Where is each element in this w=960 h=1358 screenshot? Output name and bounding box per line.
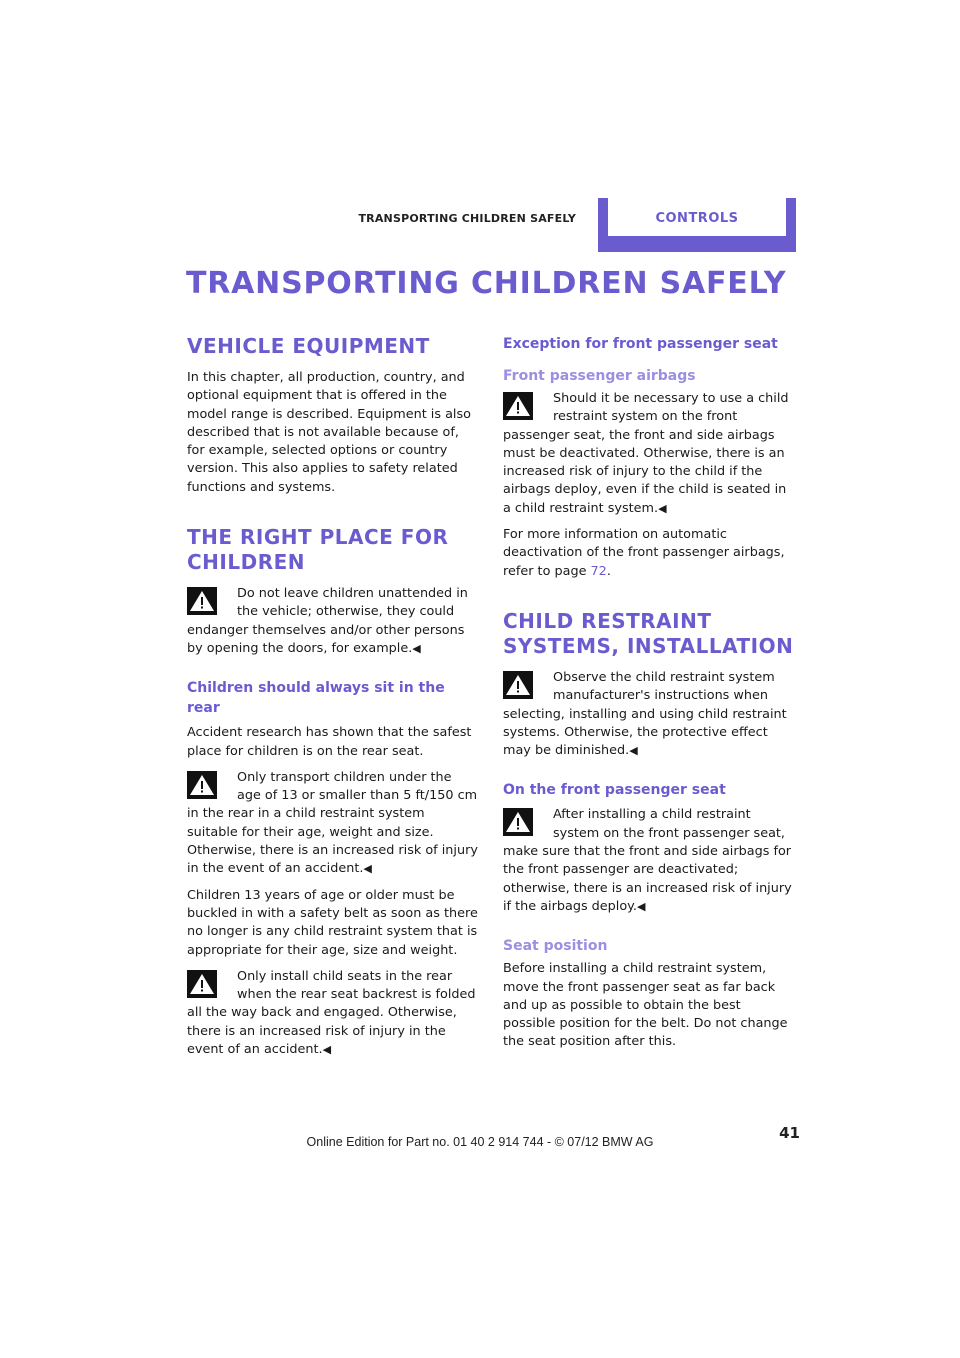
warning-text: Do not leave children unattended in the vehicle; otherwise, they could endanger themselves and/or other persons by opening the doors, for example. <box>187 586 468 656</box>
warning-triangle-icon <box>187 970 217 998</box>
heading-right-place: THE RIGHT PLACE FOR CHILDREN <box>187 525 449 575</box>
warning-triangle-icon <box>503 392 533 420</box>
warning-triangle-icon <box>503 808 533 836</box>
paragraph-vehicle-equipment: In this chapter, all production, country, and optional equipment that is offered in the model range is described. Equipment is also described that is not available because of, for example, selected options or country version. This also applies to safety related functions and systems. <box>187 370 471 495</box>
paragraph-thirteen: Children 13 years of age or older must be buckled in with a safety belt as soon as there no longer is any child restraint system that is appropriate for their age, size and weight. <box>187 887 478 958</box>
warning-text: After installing a child restraint system on the front passenger seat, make sure that the front and side airbags for the front passenger are deactivated; otherwise, there is an increased risk of injury if the airbags deploy. <box>503 807 792 914</box>
warning-text: Only install child seats in the rear when the rear seat backrest is folded all the way back and engaged. Otherwise, there is an increased risk of injury in the event of an accident. <box>187 968 476 1058</box>
right-column <box>503 334 795 1060</box>
running-header: TRANSPORTING CHILDREN SAFELY <box>358 212 576 225</box>
heading-vehicle-equipment: VEHICLE EQUIPMENT <box>187 334 430 358</box>
end-mark: ◀ <box>322 1043 332 1057</box>
warning-backrest <box>187 968 479 1059</box>
footer: Online Edition for Part no. 01 40 2 914 744 - © 07/12 BMW AG <box>306 1135 654 1149</box>
chapter-title: TRANSPORTING CHILDREN SAFELY <box>186 266 787 301</box>
warning-after-install <box>503 806 795 916</box>
warning-text: Observe the child restraint system manufacturer's instructions when selecting, installing and using child restraint systems. Otherwise, the protective effect may be diminished. <box>503 669 787 759</box>
warning-triangle-icon <box>503 671 533 699</box>
end-mark: ◀ <box>412 641 421 655</box>
heading-seat-position: Seat position <box>503 938 608 955</box>
warning-text: Should it be necessary to use a child restraint system on the front passenger seat, the front and side airbags must be deactivated. Otherwise, there is an increased risk of injury to the child if the airbags deploy, even if the child is seated in a child restraint system. <box>503 391 789 516</box>
heading-rear-seat: Children should always sit in the rear <box>187 680 445 717</box>
warning-triangle-icon <box>187 771 217 799</box>
section-tab <box>598 198 796 252</box>
warning-airbags <box>503 390 795 518</box>
end-mark: ◀ <box>363 862 372 876</box>
paragraph-research: Accident research has shown that the safest place for children is on the rear seat. <box>187 725 472 759</box>
heading-front-airbags: Front passenger airbags <box>503 368 696 384</box>
paragraph-seat-position: Before installing a child restraint system, move the front passenger seat as far back and up as possible to obtain the best possible position for the belt. Do not change the seat position after this. <box>503 961 788 1050</box>
page-reference-link[interactable]: 72 <box>590 563 607 579</box>
heading-installation: CHILD RESTRAINT SYSTEMS, INSTALLATION <box>503 608 794 658</box>
section-tab-label: CONTROLS <box>608 198 786 236</box>
heading-exception: Exception for front passenger seat <box>503 336 778 352</box>
heading-front-passenger-seat: On the front passenger seat <box>503 782 726 799</box>
warning-triangle-icon <box>187 587 217 615</box>
end-mark: ◀ <box>637 899 646 913</box>
warning-unattended <box>187 585 479 658</box>
warning-age <box>187 769 479 879</box>
warning-text: Only transport children under the age of 13 or smaller than 5 ft/150 cm in the rear in a child restraint system suitable for their age, weight and size. Otherwise, there is an increased risk of injury in the event of an accident. <box>187 769 478 877</box>
paragraph-more-info: For more information on automatic deactivation of the front passenger airbags, refer to page 72. <box>503 527 785 579</box>
page-number: 41 <box>779 1124 800 1142</box>
end-mark: ◀ <box>629 744 638 758</box>
warning-observe <box>503 669 795 760</box>
paragraph-more-info-text: For more information on automatic deactivation of the front passenger airbags, refer to page <box>503 527 785 579</box>
left-column <box>187 334 479 1067</box>
end-mark: ◀ <box>658 501 667 515</box>
